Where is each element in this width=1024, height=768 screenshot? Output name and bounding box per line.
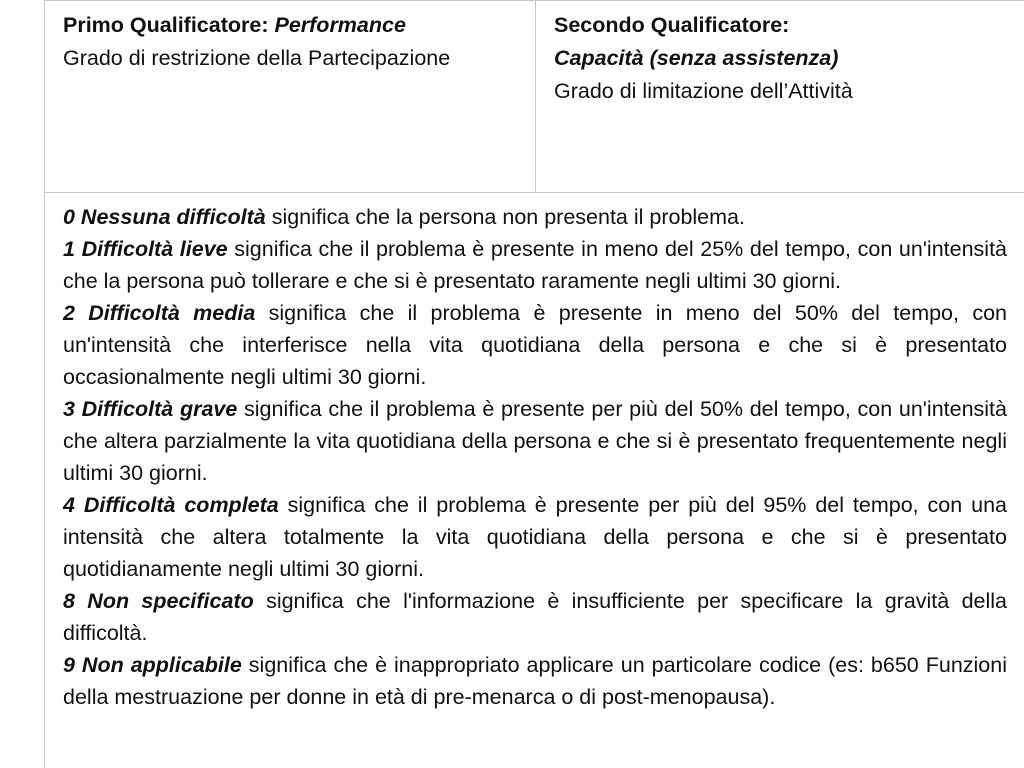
- scale-item-label: 8 Non specificato: [63, 589, 254, 613]
- scale-item-0: [63, 201, 1007, 233]
- first-qualifier-cell: [45, 1, 536, 192]
- scale-item-4: [63, 489, 1007, 585]
- second-qualifier-description: Grado di limitazione dell’Attività: [554, 79, 853, 103]
- first-qualifier-description: Grado di restrizione della Partecipazione: [63, 46, 451, 70]
- second-qualifier-title: Secondo Qualificatore:: [554, 13, 790, 37]
- scale-item-label: 0 Nessuna difficoltà: [63, 205, 266, 229]
- table-header-row: [45, 1, 1024, 193]
- first-qualifier-title: [63, 9, 517, 42]
- qualifier-table: [44, 0, 1024, 768]
- scale-item-label: 4 Difficoltà completa: [63, 493, 279, 517]
- scale-item-8: [63, 585, 1007, 649]
- scale-item-label: 9 Non applicabile: [63, 653, 242, 677]
- scale-item-1: [63, 233, 1007, 297]
- scale-item-2: [63, 297, 1007, 393]
- scale-item-9: [63, 649, 1007, 713]
- scale-item-label: 3 Difficoltà grave: [63, 397, 238, 421]
- scale-item-text: significa che è inappropriato applicare un particolare codice (es: b650 Funzioni della mestruazione per donne in età di pre-menarca o di post-menopausa).: [63, 653, 1007, 709]
- first-qualifier-title-prefix: Primo Qualificatore:: [63, 13, 269, 37]
- scale-definitions-cell: [45, 193, 1024, 768]
- scale-item-text: significa che l'informazione è insufficiente per specificare la gravità della difficoltà.: [63, 589, 1007, 645]
- scale-item-text: significa che il problema è presente in meno del 50% del tempo, con un'intensità che interferisce nella vita quotidiana della persona e che si è presentato occasionalmente negli ultimi 30 giorni.: [63, 301, 1007, 389]
- first-qualifier-title-italic: Performance: [274, 13, 406, 37]
- scale-item-text: significa che il problema è presente in meno del 25% del tempo, con un'intensità che la persona può tollerare e che si è presentato raramente negli ultimi 30 giorni.: [63, 237, 1007, 293]
- scale-item-text: significa che il problema è presente per più del 95% del tempo, con una intensità che altera totalmente la vita quotidiana della persona e che si è presentato quotidianamente negli ultimi 30 giorni.: [63, 493, 1007, 581]
- scale-item-label: 1 Difficoltà lieve: [63, 237, 228, 261]
- scale-item-3: [63, 393, 1007, 489]
- scale-item-text: significa che il problema è presente per più del 50% del tempo, con un'intensità che altera parzialmente la vita quotidiana della persona e che si è presentato frequentemente negli ultimi 30 giorni.: [63, 397, 1007, 485]
- scale-item-text: significa che la persona non presenta il problema.: [265, 205, 745, 229]
- second-qualifier-cell: [536, 1, 1024, 192]
- scale-item-label: 2 Difficoltà media: [63, 301, 256, 325]
- second-qualifier-subtitle: Capacità (senza assistenza): [554, 46, 839, 70]
